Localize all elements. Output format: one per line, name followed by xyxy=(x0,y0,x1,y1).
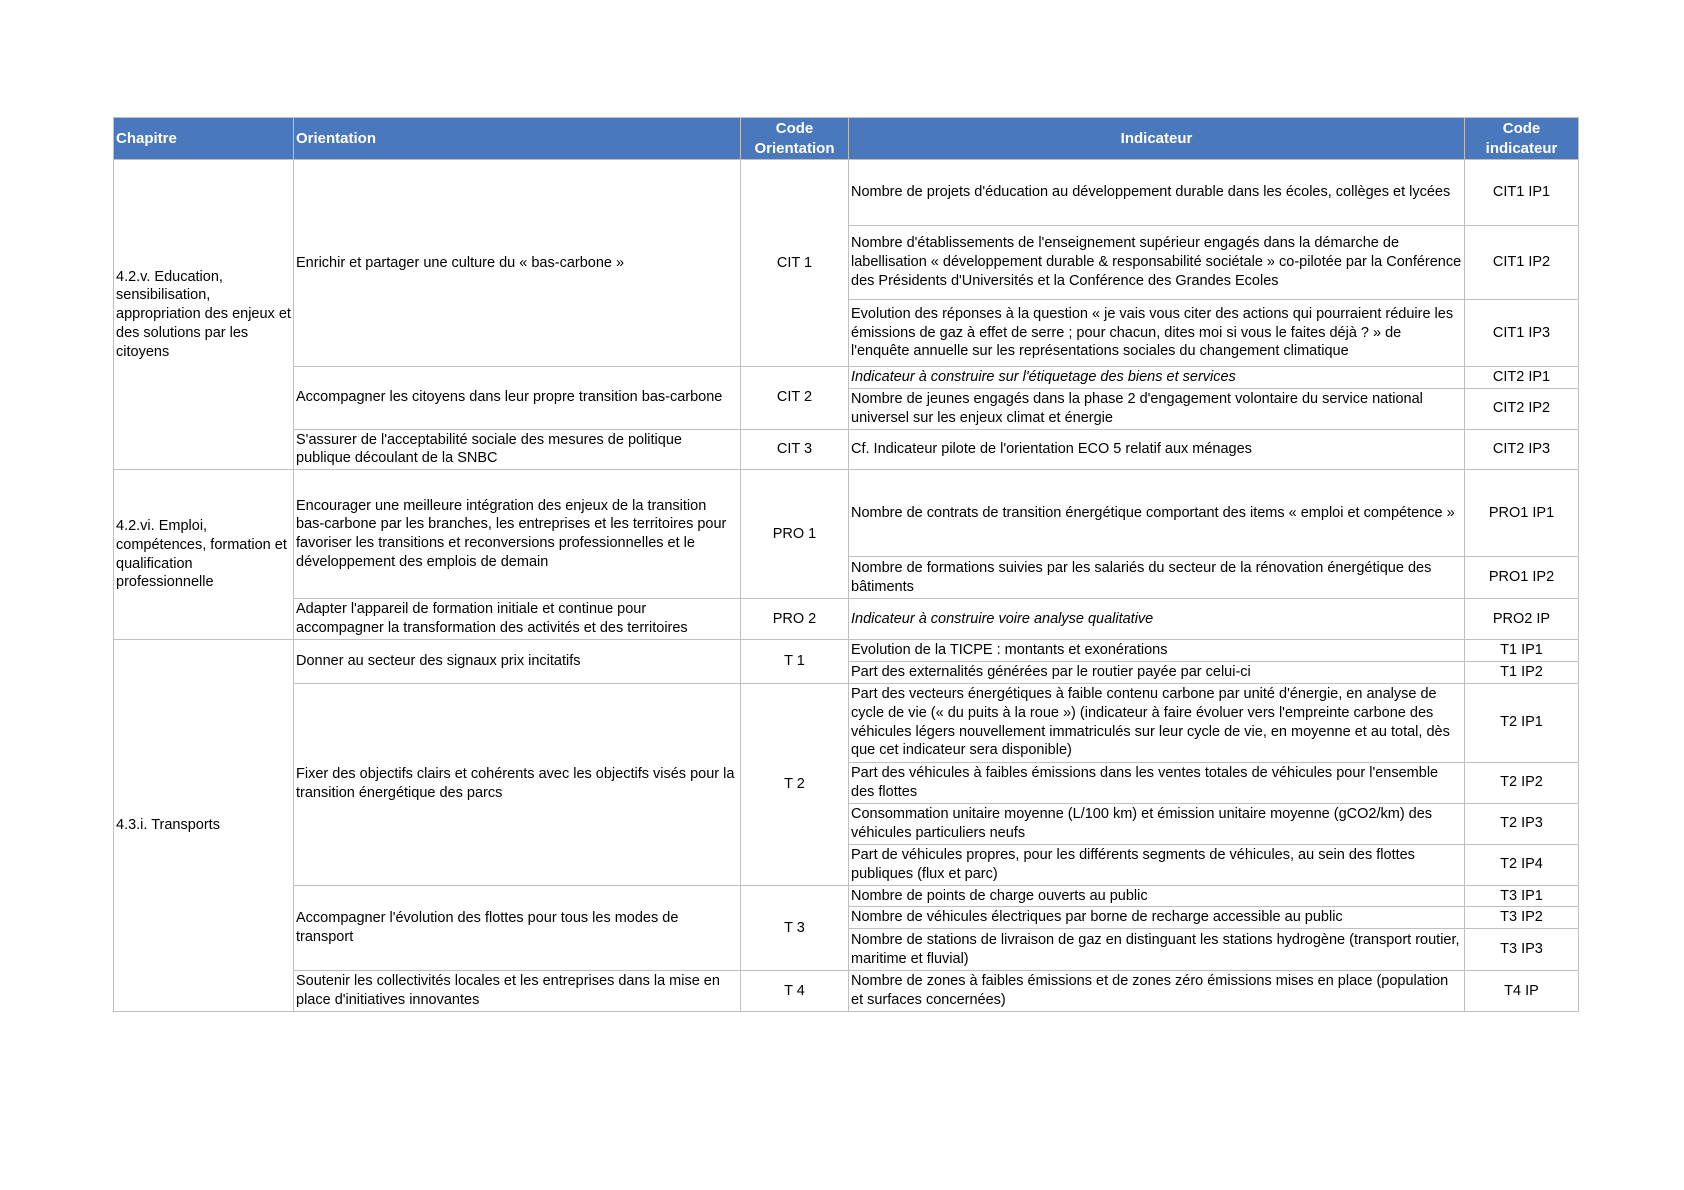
code-indicator-cell: T3 IP3 xyxy=(1465,929,1579,971)
code-orientation-cell: PRO 2 xyxy=(741,599,849,640)
indicator-cell: Nombre de projets d'éducation au développement durable dans les écoles, collèges et lycées xyxy=(849,160,1465,226)
code-indicator-cell: CIT2 IP1 xyxy=(1465,367,1579,389)
indicator-cell: Nombre de véhicules électriques par borne de recharge accessible au public xyxy=(849,907,1465,929)
code-indicator-cell: CIT1 IP3 xyxy=(1465,300,1579,367)
indicator-cell: Nombre de points de charge ouverts au public xyxy=(849,885,1465,907)
table-row xyxy=(114,470,1579,557)
code-indicator-cell: T1 IP1 xyxy=(1465,639,1579,661)
indicator-cell: Cf. Indicateur pilote de l'orientation ECO 5 relatif aux ménages xyxy=(849,429,1465,470)
code-orientation-cell: T 3 xyxy=(741,885,849,971)
orientation-cell: Fixer des objectifs clairs et cohérents avec les objectifs visés pour la transition énergétique des parcs xyxy=(294,683,741,885)
indicator-cell: Evolution des réponses à la question « je vais vous citer des actions qui pourraient réduire les émissions de gaz à effet de serre ; pour chacun, dites moi si vous le faites déjà ? » de l'enquête annuelle sur les représentations sociales du changement climatique xyxy=(849,300,1465,367)
table-row xyxy=(114,160,1579,226)
orientation-cell: S'assurer de l'acceptabilité sociale des mesures de politique publique découlant de la SNBC xyxy=(294,429,741,470)
code-orientation-cell: CIT 1 xyxy=(741,160,849,367)
header-code-orientation-line1: Code xyxy=(775,120,814,137)
table-body xyxy=(114,160,1579,1012)
table-row xyxy=(114,885,1579,907)
indicator-cell: Indicateur à construire sur l'étiquetage des biens et services xyxy=(849,367,1465,389)
orientation-cell: Donner au secteur des signaux prix incitatifs xyxy=(294,639,741,683)
orientation-cell: Encourager une meilleure intégration des enjeux de la transition bas-carbone par les branches, les entreprises et les territoires pour favoriser les transitions et reconversions professionnelles et le développement des emplois de demain xyxy=(294,470,741,599)
indicator-cell: Indicateur à construire voire analyse qualitative xyxy=(849,599,1465,640)
header-code-indicateur-line2: indicateur xyxy=(1485,139,1558,157)
code-orientation-cell: CIT 2 xyxy=(741,367,849,430)
code-indicator-cell: T2 IP1 xyxy=(1465,683,1579,762)
orientation-cell: Soutenir les collectivités locales et les entreprises dans la mise en place d'initiatives innovantes xyxy=(294,971,741,1012)
indicator-cell: Part de véhicules propres, pour les différents segments de véhicules, au sein des flottes publiques (flux et parc) xyxy=(849,844,1465,885)
header-code-orientation xyxy=(741,118,849,160)
indicator-cell: Consommation unitaire moyenne (L/100 km) et émission unitaire moyenne (gCO2/km) des véhicules particuliers neufs xyxy=(849,803,1465,844)
indicators-table xyxy=(113,117,1579,1012)
code-indicator-cell: T2 IP2 xyxy=(1465,762,1579,803)
header-code-indicateur-line1: Code xyxy=(1502,120,1541,137)
orientation-cell: Enrichir et partager une culture du « bas-carbone » xyxy=(294,160,741,367)
code-indicator-cell: PRO2 IP xyxy=(1465,599,1579,640)
indicator-cell: Nombre de formations suivies par les salariés du secteur de la rénovation énergétique des bâtiments xyxy=(849,557,1465,599)
code-orientation-cell: T 4 xyxy=(741,971,849,1012)
indicator-cell: Nombre d'établissements de l'enseignement supérieur engagés dans la démarche de labellisation « développement durable & responsabilité sociétale » co-pilotée par la Conférence des Présidents d'Universités et la Conférence des Grandes Ecoles xyxy=(849,226,1465,300)
indicator-cell: Part des véhicules à faibles émissions dans les ventes totales de véhicules pour l'ensemble des flottes xyxy=(849,762,1465,803)
table-row xyxy=(114,429,1579,470)
table-row xyxy=(114,683,1579,762)
indicator-cell: Nombre de stations de livraison de gaz en distinguant les stations hydrogène (transport routier, maritime et fluvial) xyxy=(849,929,1465,971)
orientation-cell: Accompagner les citoyens dans leur propre transition bas-carbone xyxy=(294,367,741,430)
code-indicator-cell: T4 IP xyxy=(1465,971,1579,1012)
orientation-cell: Accompagner l'évolution des flottes pour tous les modes de transport xyxy=(294,885,741,971)
indicator-cell: Part des externalités générées par le routier payée par celui-ci xyxy=(849,661,1465,683)
indicator-cell: Nombre de contrats de transition énergétique comportant des items « emploi et compétence » xyxy=(849,470,1465,557)
code-indicator-cell: T2 IP3 xyxy=(1465,803,1579,844)
indicator-cell: Evolution de la TICPE : montants et exonérations xyxy=(849,639,1465,661)
header-code-indicateur xyxy=(1465,118,1579,160)
header-orientation: Orientation xyxy=(294,118,741,160)
chapter-cell: 4.2.v. Education, sensibilisation, appropriation des enjeux et des solutions par les citoyens xyxy=(114,160,294,470)
code-indicator-cell: CIT1 IP1 xyxy=(1465,160,1579,226)
code-indicator-cell: PRO1 IP2 xyxy=(1465,557,1579,599)
code-indicator-cell: CIT2 IP2 xyxy=(1465,388,1579,429)
header-code-orientation-line2: Orientation xyxy=(754,139,835,157)
code-indicator-cell: CIT2 IP3 xyxy=(1465,429,1579,470)
code-indicator-cell: PRO1 IP1 xyxy=(1465,470,1579,557)
code-orientation-cell: PRO 1 xyxy=(741,470,849,599)
header-chapitre: Chapitre xyxy=(114,118,294,160)
indicator-cell: Part des vecteurs énergétiques à faible contenu carbone par unité d'énergie, en analyse de cycle de vie (« du puits à la roue ») (indicateur à faire évoluer vers l'empreinte carbone des véhicules légers nouvellement immatriculés sur leur cycle de vie, en moyenne et au total, dès que cet indicateur sera disponible) xyxy=(849,683,1465,762)
code-indicator-cell: T1 IP2 xyxy=(1465,661,1579,683)
orientation-cell: Adapter l'appareil de formation initiale et continue pour accompagner la transformation des activités et des territoires xyxy=(294,599,741,640)
code-orientation-cell: CIT 3 xyxy=(741,429,849,470)
table-row xyxy=(114,639,1579,661)
chapter-cell: 4.2.vi. Emploi, compétences, formation et qualification professionnelle xyxy=(114,470,294,640)
header-row xyxy=(114,118,1579,160)
code-indicator-cell: T2 IP4 xyxy=(1465,844,1579,885)
indicator-cell: Nombre de jeunes engagés dans la phase 2 d'engagement volontaire du service national universel sur les enjeux climat et énergie xyxy=(849,388,1465,429)
chapter-cell: 4.3.i. Transports xyxy=(114,639,294,1011)
table-row xyxy=(114,971,1579,1012)
indicator-cell: Nombre de zones à faibles émissions et de zones zéro émissions mises en place (population et surfaces concernées) xyxy=(849,971,1465,1012)
table-row xyxy=(114,367,1579,389)
code-indicator-cell: T3 IP2 xyxy=(1465,907,1579,929)
code-orientation-cell: T 2 xyxy=(741,683,849,885)
table-row xyxy=(114,599,1579,640)
code-indicator-cell: T3 IP1 xyxy=(1465,885,1579,907)
code-indicator-cell: CIT1 IP2 xyxy=(1465,226,1579,300)
code-orientation-cell: T 1 xyxy=(741,639,849,683)
header-indicateur: Indicateur xyxy=(849,118,1465,160)
